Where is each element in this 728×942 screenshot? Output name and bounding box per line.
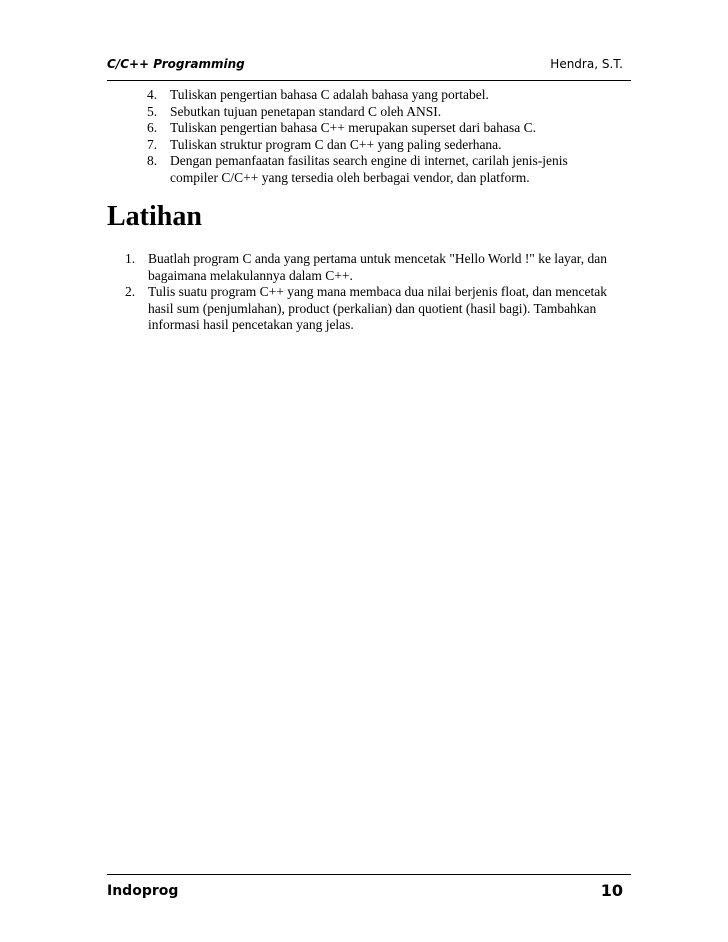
item-text: Tuliskan struktur program C dan C++ yang paling sederhana.: [170, 136, 502, 152]
item-number: 5.: [147, 103, 158, 119]
item-text: Tulis suatu program C++ yang mana membaca dua nilai berjenis float, dan mencetak hasil sum (penjumlahan), product (perkalian) dan quotient (hasil bagi). Tambahkan informasi hasil pencetakan yang jelas.: [148, 284, 607, 332]
item-number: 4.: [147, 87, 158, 102]
item-number: 8.: [147, 153, 158, 168]
item-text: Buatlah program C anda yang pertama untuk mencetak "Hello World !" ke layar, dan bagaimana melakulannya dalam C++.: [148, 251, 607, 283]
list-item: [147, 137, 617, 154]
item-number: 1.: [125, 251, 136, 266]
item-number: 7.: [147, 136, 158, 152]
list-item: [147, 87, 617, 104]
item-number: 6.: [147, 120, 158, 135]
item-number: 2.: [125, 284, 136, 299]
exercise-list: [125, 251, 625, 334]
review-question-list: [147, 87, 617, 186]
page-header: [107, 57, 623, 75]
footer-rule: [107, 874, 631, 875]
list-item: [125, 251, 625, 284]
page-footer: [107, 881, 623, 901]
list-item: [125, 284, 625, 334]
list-item: [147, 104, 617, 121]
header-author: Hendra, S.T.: [550, 57, 623, 71]
list-item: [147, 120, 617, 137]
header-title: C/C++ Programming: [107, 57, 245, 71]
page-number: 10: [600, 881, 623, 900]
list-item: [147, 153, 617, 186]
header-rule: [107, 80, 631, 81]
item-text: Dengan pemanfaatan fasilitas search engine di internet, carilah jenis-jenis compiler C/C++ yang tersedia oleh berbagai vendor, dan platform.: [170, 153, 568, 185]
item-text: Tuliskan pengertian bahasa C++ merupakan superset dari bahasa C.: [170, 120, 537, 135]
section-heading: Latihan: [107, 201, 202, 232]
footer-publisher: Indoprog: [107, 883, 179, 899]
item-text: Tuliskan pengertian bahasa C adalah bahasa yang portabel.: [170, 87, 489, 102]
item-text: Sebutkan tujuan penetapan standard C oleh ANSI.: [170, 103, 442, 119]
